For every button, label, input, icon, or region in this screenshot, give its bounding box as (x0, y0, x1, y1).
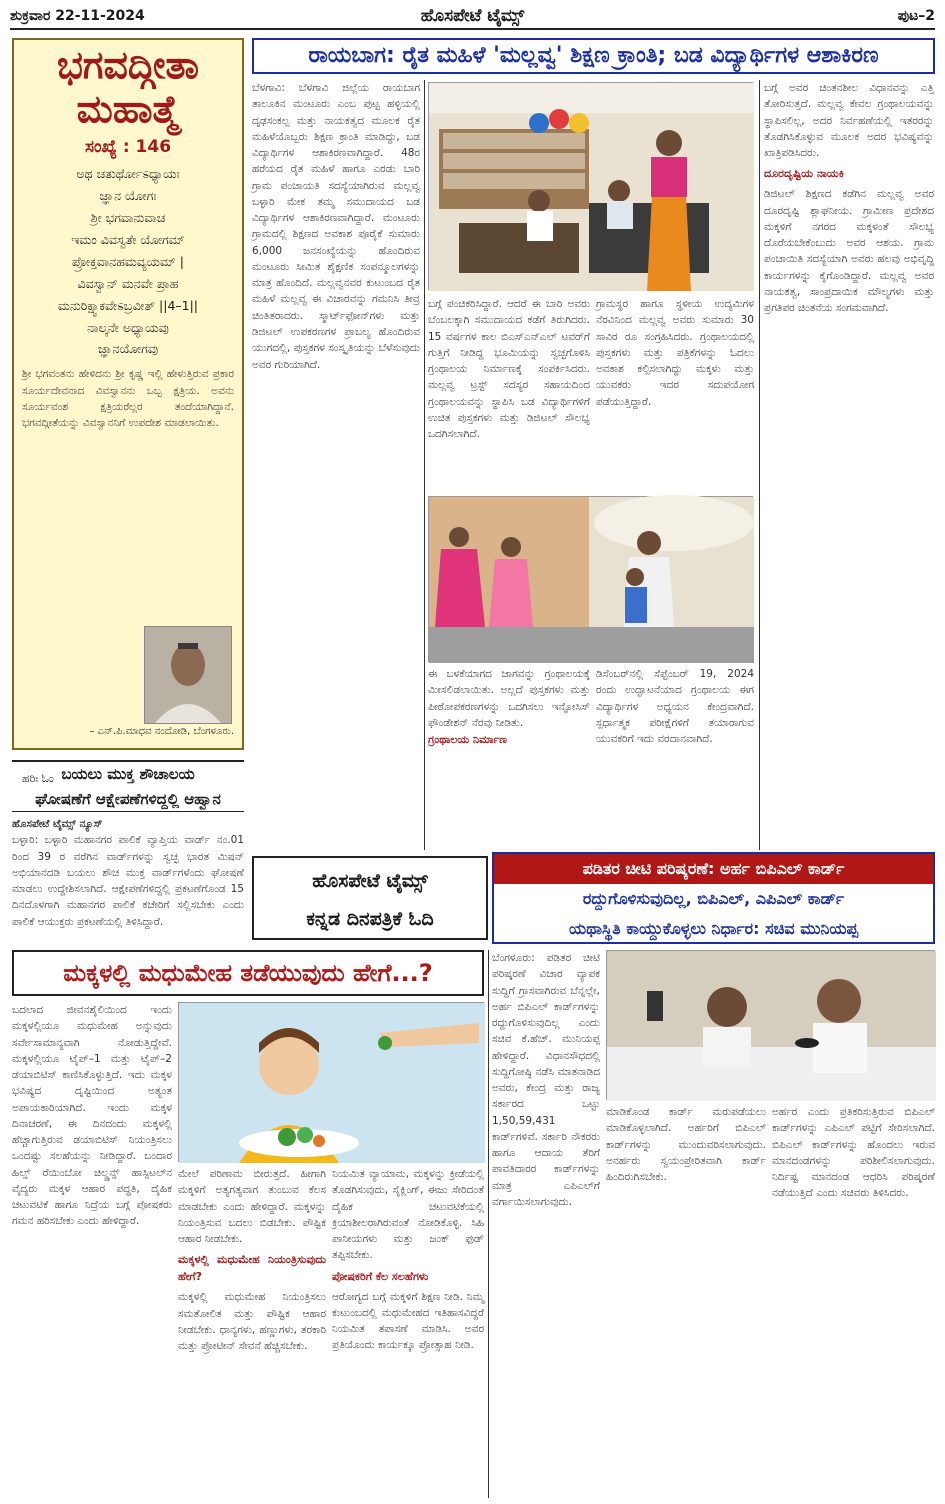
verse-line: ಜ್ಞಾನ ಯೋಗಃ (99, 188, 157, 204)
verse-line: ವಿವಸ್ವಾನ್ ಮನವೇ ಪ್ರಾಹ (77, 275, 179, 291)
mallavva-article-col1: ಬೆಳಗಾವಿ: ಬೆಳಗಾವಿ ಜಿಲ್ಲೆಯ ರಾಯಬಾಗ ತಾಲೂಕಿನ ಮಂಟೂರು ಎಂಬ ಪುಟ್ಟ ಹಳ್ಳಿಯಲ್ಲಿ ದೃಢಸಂಕಲ್ಪ ಮತ್ತು ನಾಯಕತ್ವದ ಮೂಲಕ ರೈತ ಮಹಿಳೆಯೊಬ್ಬರು ಶಿಕ್ಷಣ ಕ್ರಾಂತಿ ಮಾಡಿದ್ದು, ಬಡ ವಿದ್ಯಾರ್ಥಿಗಳ ಆಶಾಕಿರಣವಾಗಿದ್ದಾರೆ. 48ರ ಹರೆಯದ ರೈತ ಮಹಿಳೆ ಹಾಗೂ ಎರಡು ಬಾರಿ ಗ್ರಾಮ ಪಂಚಾಯತಿ ಸದಸ್ಯೆಯಾಗಿರುವ ಮಲ್ಲವ್ವ ಬಳ್ಳಾರಿ ಮೇಕ ತಮ್ಮ ಸಮುದಾಯದ ಬಡ ವಿದ್ಯಾರ್ಥಿಗಳ ಆಶಾಕಿರಣವಾಗಿದ್ದಾರೆ. ಮಂಟೂರು ಗ್ರಾಮದಲ್ಲಿ ಶಿಕ್ಷಣದ ಅವಕಾಶ ಪೂರೈಕೆ ಸುಮಾರು 6,000 ಜನಸಂಖ್ಯೆಯನ್ನು ಹೊಂದಿರುವ ಮಂಟೂರು ಸೀಮಿತ ಶೈಕ್ಷಣಿಕ ಸಂಪನ್ಮೂಲಗಳನ್ನು ಮಾತ್ರ ಹೊಂದಿದೆ. ಮಲ್ಲವ್ವನವರ ಕುಟುಂಬದ ರೈತ ಮಹಿಳೆ ಮಲ್ಲವ್ವ ಈ ವಿಚಾರವನ್ನು ಗಮನಿಸಿ ತೀವ್ರ ಚಿಂತಿತರಾದರು. ಸ್ಮಾರ್ಟ್‌ಫೋನ್‌ಗಳು ಮತ್ತು ಡಿಜಿಟಲ್ ಉಪಕರಣಗಳ ಪ್ರಾಬಲ್ಯ ಹೊಂದಿರುವ ಯುಗದಲ್ಲಿ, ಪುಸ್ತಕಗಳ ಸಂಸ್ಕೃತಿಯನ್ನು ಬೆಳೆಸುವುದು ಅವರ ಗುರಿಯಾಗಿದೆ. (252, 82, 420, 371)
verse-line: ನಾಲ್ಕನೇ ಅಧ್ಯಾಯವು (87, 319, 169, 335)
diabetes-article-col3 (332, 1166, 484, 1498)
ration-article-col1: ಬೆಂಗಳೂರು: ಪಡಿತರ ಚೀಟಿ ಪರಿಷ್ಕರಣೆ ವಿಚಾರ ವ್ಯಾಪಕ ಸುದ್ದಿಗೆ ಗ್ರಾಸವಾಗಿರುವ ಬೆನ್ನಲ್ಲೇ, ಅರ್ಹ ಬಿಪಿಎಲ್ ಕಾರ್ಡ್‌ಗಳನ್ನು ರದ್ದುಗೊಳಿಸುವುದಿಲ್ಲ ಎಂದು ಸಚಿವ ಕೆ.ಹೆಚ್. ಮುನಿಯಪ್ಪ ಹೇಳಿದ್ದಾರೆ. ವಿಧಾನಸೌಧದಲ್ಲಿ ಸುದ್ದಿಗೋಷ್ಠಿ ನಡೆಸಿ ಮಾತನಾಡಿದ ಅವರು, ಕೇಂದ್ರ ಮತ್ತು ರಾಜ್ಯ ಸರ್ಕಾರದ ಒಟ್ಟು 1,50,59,431 ಕಾರ್ಡ್‌ಗಳಿವೆ. ಸರ್ಕಾರಿ ನೌಕರರು ಹಾಗೂ ಆದಾಯ ತೆರಿಗೆ ಪಾವತಿದಾರರ ಕಾರ್ಡ್‌ಗಳನ್ನು ಮಾತ್ರ ಎಪಿಎಲ್‌ಗೆ ವರ್ಗಾಯಿಸಲಾಗುವುದು. (492, 952, 600, 1208)
masthead (10, 6, 935, 30)
column-rule (424, 80, 425, 850)
mallavva-headline: ರಾಯಬಾಗ: ರೈತ ಮಹಿಳೆ 'ಮಲ್ಲವ್ವ' ಶಿಕ್ಷಣ ಕ್ರಾಂತಿ; ಬಡ ವಿದ್ಯಾರ್ಥಿಗಳ ಆಶಾಕಿರಣ (252, 38, 935, 74)
subheading-parent-tips: ಪೋಷಕರಿಗೆ ಕೆಲ ಸಲಹೆಗಳು (332, 1269, 429, 1283)
article-text: ಮೇಲೆ ಪರಿಣಾಮ ಬೀರುತ್ತದೆ. ಹೀಗಾಗಿ ಮಕ್ಕಳಿಗೆ ಅತ್ಯಗತ್ಯವಾಗ ತುಂಬುವ ಕೆಲಸ ಮಾಡಬೇಕು ಎಂದು ಹೇಳಿದ್ದಾರೆ. ಮಕ್ಕಳನ್ನು ನಿಯಂತ್ರಿಸುವ ಬದಲು ಬಿಡಬೇಕು. ಪೌಷ್ಟಿಕ ಆಹಾರ ನೀಡಬೇಕು. (178, 1168, 326, 1246)
family-photo (428, 496, 753, 662)
gita-verse (22, 163, 234, 360)
column-rule (488, 950, 489, 1498)
subheading-visionary: ದೂರದೃಷ್ಟಿಯ ನಾಯಕಿ (764, 167, 844, 181)
diabetes-article-col1: ಬದಲಾದ ಜೀವನಶೈಲಿಯಿಂದ ಇಂದು ಮಕ್ಕಳಲ್ಲಿಯೂ ಮಧುಮೇಹ ಅನ್ನುವುದು ಸರ್ವೇಸಾಮಾನ್ಯವಾಗಿ ನೋಡುತ್ತಿದ್ದೇವೆ. ಮಕ್ಕಳಲ್ಲಿಯೂ ಟೈಪ್–1 ಮತ್ತು ಟೈಪ್–2 ಡಯಾಬಿಟಿಸ್ ಕಾಣಿಸಿಕೊಳ್ಳುತ್ತಿದೆ. ಇದು ಮಕ್ಕಳ ಭವಿಷ್ಯದ ದೃಷ್ಟಿಯಿಂದ ಅತ್ಯಂತ ಅಪಾಯಕಾರಿಯಾಗಿದೆ. ಇಂದು ಮಕ್ಕಳ ದಿನಾಚರಣೆ, ಈ ದಿನದಂದು ಮಕ್ಕಳಲ್ಲಿ ಹೆಚ್ಚಾಗುತ್ತಿರುವ ಡಯಾಬಿಟಿಸ್ ನಿಯಂತ್ರಿಸಲು ಒಂದಷ್ಟು ಸಲಹೆಯನ್ನು ನೀಡಿದ್ದಾರೆ. ಬಂದಾರ ಹಿಲ್ಸ್ ರೆಯಿಂಬೋ ಚಿಲ್ಡ್ರನ್ಸ್ ಹಾಸ್ಪಿಟಲ್‌ನ ವೈದ್ಯರು ಮಕ್ಕಳ ಆಹಾರ ಪದ್ಧತಿ, ದೈಹಿಕ ಚಟುವಟಿಕೆ ಹಾಗೂ ನಿದ್ರೆಯ ಬಗ್ಗೆ ಪೋಷಕರು ಗಮನ ಹರಿಸಬೇಕು ಎಂದು ಹೇಳಿದ್ದಾರೆ. (12, 1004, 172, 1228)
gita-closing: ಹರಿಃ ಓಂ (22, 772, 54, 785)
gita-serial-number: ಸಂಖ್ಯೆ : 146 (84, 137, 172, 158)
verse-line: ಶ್ರೀ ಭಗವಾನುವಾಚ (90, 210, 166, 226)
mallavva-article-col3-lower: ಡಿಸೆಂಬರ್‌ನಲ್ಲಿ ಸೆಪ್ಟೆಂಬರ್ 19, 2024 ರಂದು ಉದ್ಘಾಟನೆಯಾದ ಗ್ರಂಥಾಲಯ ಈಗ ವಿದ್ಯಾರ್ಥಿಗಳ ಅಧ್ಯಯನ ಕೇಂದ್ರವಾಗಿದೆ. ಸ್ಪರ್ಧಾತ್ಮಕ ಪರೀಕ್ಷೆಗಳಿಗೆ ತಯಾರಾಗುವ ಯುವಕರಿಗೆ ಇದು ವರದಾನವಾಗಿದೆ. (596, 668, 754, 746)
promo-line2: ಕನ್ನಡ ದಿನಪತ್ರಿಕೆ ಓದಿ (306, 908, 434, 930)
subheading-control: ಮಕ್ಕಳಲ್ಲಿ ಮಧುಮೇಹ ನಿಯಂತ್ರಿಸುವುದು ಹೇಗೆ? (178, 1253, 326, 1284)
diabetes-headline: ಮಕ್ಕಳಲ್ಲಿ ಮಧುಮೇಹ ತಡೆಯುವುದು ಹೇಗೆ...? (12, 950, 484, 996)
article-text: ಈ ಬಳಕೆಯಾಗದ ಜಾಗವನ್ನು ಗ್ರಂಥಾಲಯಕ್ಕೆ ಮೀಸಲಿಡಲಾಯಿತು. ಅಲ್ಲದೆ ಪುಸ್ತಕಗಳು ಮತ್ತು ಪೀಠೋಪಕರಣಗಳನ್ನು ಒದಗಿಸಲು ಇನ್ಫೋಸಿಸ್ ಫೌಂಡೇಶನ್ ನೆರವು ನೀಡಿತು. (428, 668, 590, 729)
mallavva-article-col4 (764, 80, 934, 850)
article-text: ನಿಯಮಿತ ವ್ಯಾಯಾಮ, ಮಕ್ಕಳನ್ನು ಕ್ರೀಡೆಯಲ್ಲಿ ತೊಡಗಿಸುವುದು, ಸೈಕ್ಲಿಂಗ್, ಈಜು ಸೇರಿದಂತೆ ದೈಹಿಕ ಚಟುವಟಿಕೆಯಲ್ಲಿ ಕ್ರಿಯಾಶೀಲರಾಗಿರುವಂತೆ ನೋಡಿಕೊಳ್ಳಿ. ಸಿಹಿ ಪಾನೀಯಗಳು ಮತ್ತು ಜಂಕ್ ಫುಡ್ ತಪ್ಪಿಸಬೇಕು. (332, 1168, 484, 1262)
verse-line: ಜ್ಞಾನಯೋಗವು (97, 341, 159, 357)
verse-line: ಅಥ ಚತುರ್ಥೋಽಧ್ಯಾಯಃ (76, 166, 180, 182)
diabetes-article-col2 (178, 1166, 326, 1498)
gita-author-credit: – ಎನ್.ಪಿ.ಮಾಧವ ನಂದೋಡಿ, ಬೆಂಗಳೂರು. (89, 726, 234, 737)
minister-photo (606, 950, 935, 1100)
toilet-headline-line1: ಬಯಲು ಮುಕ್ತ ಶೌಚಾಲಯ (61, 765, 195, 783)
article-text: ಬಗ್ಗೆ ಅವರ ಚಿಂತನಶೀಲ ವಿಧಾನವನ್ನು ಎತ್ತಿ ತೋರಿಸುತ್ತದೆ. ಮಲ್ಲವ್ವ ಕೇವಲ ಗ್ರಂಥಾಲಯವನ್ನು ಸ್ಥಾಪಿಸಲಿಲ್ಲ, ಅದರ ನಿರ್ವಹಣೆಯಲ್ಲಿ ಇತರರನ್ನು ತೊಡಗಿಸಿಕೊಳ್ಳುವ ಮೂಲಕ ಅದರ ಭವಿಷ್ಯವನ್ನು ಖಾತ್ರಿಪಡಿಸಿದರು. (764, 82, 934, 160)
subheading-library: ಗ್ರಂಥಾಲಯ ನಿರ್ಮಾಣ (428, 733, 507, 747)
toilet-notice-article (12, 816, 244, 942)
ration-headline-line1: ಪಡಿತರ ಚೀಟಿ ಪರಿಷ್ಕರಣೆ: ಅರ್ಹ ಬಿಪಿಎಲ್ ಕಾರ್ಡ್ (494, 854, 933, 884)
library-photo (428, 82, 753, 290)
mallavva-article-col2-lower (428, 666, 590, 850)
article-text: ಆರೋಗ್ಯದ ಬಗ್ಗೆ ಮಕ್ಕಳಿಗೆ ಶಿಕ್ಷಣ ನೀಡಿ. ನಿಮ್ಮ ಕುಟುಂಬದಲ್ಲಿ ಮಧುಮೇಹದ ಇತಿಹಾಸವಿದ್ದರೆ ನಿಯಮಿತ ತಪಾಸಣೆ ಮಾಡಿಸಿ. ಅವರ ಪ್ರತಿಯೊಂದು ಕಾರ್ಯಕ್ಕೂ ಪ್ರೋತ್ಸಾಹ ನೀಡಿ. (332, 1290, 484, 1352)
promo-box (252, 856, 488, 940)
ration-headline-line3: ಯಥಾಸ್ಥಿತಿ ಕಾಯ್ದುಕೊಳ್ಳಲು ನಿರ್ಧಾರ: ಸಚಿವ ಮುನಿಯಪ್ಪ (568, 919, 859, 938)
article-text: ಮಕ್ಕಳಲ್ಲಿ ಮಧುಮೇಹ ನಿಯಂತ್ರಿಸಲು ಸಮತೋಲಿತ ಮತ್ತು ಪೌಷ್ಟಿಕ ಆಹಾರ ನೀಡಬೇಕು. ಧಾನ್ಯಗಳು, ಹಣ್ಣುಗಳು, ತರಕಾರಿ ಮತ್ತು ಪ್ರೋಟೀನ್ ಸೇವನೆ ಹೆಚ್ಚಿಸಬೇಕು. (178, 1291, 326, 1353)
byline: ಹೊಸಪೇಟೆ ಟೈಮ್ಸ್ ನ್ಯೂಸ್ (12, 818, 103, 830)
gita-title-line2: ಮಹಾತ್ಮೆ (76, 86, 180, 131)
article-text: ಬಳ್ಳಾರಿ: ಬಳ್ಳಾರಿ ಮಹಾನಗರ ಪಾಲಿಕೆ ವ್ಯಾಪ್ತಿಯ ವಾರ್ಡ್ ನಂ.01 ರಿಂದ 39 ರ ವರೆಗಿನ ವಾರ್ಡ್‌ಗಳನ್ನು ಸ್ವಚ್ಛ ಭಾರತ ಮಿಷನ್ ಅಭಿಯಾನದಡಿ ಬಯಲು ಶೌಚ ಮುಕ್ತ ವಾರ್ಡ್‌ಗಳೆಂದು ಘೋಷಣೆ ಮಾಡಲು ಉದ್ದೇಶಿಸಲಾಗಿದೆ. ಆಕ್ಷೇಪಣೆಗಳಿದ್ದಲ್ಲಿ ಪ್ರಕಟಣೆಗೊಂಡ 15 ದಿನದೊಳಗಾಗಿ ಮಹಾನಗರ ಪಾಲಿಕೆ ಕಚೇರಿಗೆ ಸಲ್ಲಿಸಬೇಕು ಎಂದು ಪಾಲಿಕೆ ಆಯುಕ್ತರು ಪ್ರಕಟಣೆಯಲ್ಲಿ ತಿಳಿಸಿದ್ದಾರೆ. (12, 834, 244, 928)
verse-line: ಪ್ರೋಕ್ತವಾನಹಮವ್ಯಯಮ್ | (72, 253, 184, 269)
column-rule (759, 80, 760, 850)
author-photo (144, 626, 232, 724)
verse-line: ಮನುರಿಕ್ಷ್ವಾಕವೇಽಬ್ರವೀತ್ ||4–1|| (57, 297, 199, 313)
issue-date: ಶುಕ್ರವಾರ 22-11-2024 (10, 8, 145, 24)
ration-article-col2: ಮಾಡಿಕೊಂಡ ಕಾರ್ಡ್ ಮರುಪಡೆಯಲು ಮಾಡಿಕೊಳ್ಳಲಾಗಿದೆ. ಅರ್ಹರಿಗೆ ಬಿಪಿಎಲ್ ಕಾರ್ಡ್‌ಗಳನ್ನು ಮುಂದುವರಿಸಲಾಗುವುದು. ಅನರ್ಹರು ಸ್ವಯಂಪ್ರೇರಿತವಾಗಿ ಕಾರ್ಡ್ ಹಿಂದಿರುಗಿಸಬೇಕು. (606, 1106, 766, 1184)
child-eating-photo (178, 1002, 484, 1162)
gita-commentary: ಶ್ರೀ ಭಗವಂತನು ಹೇಳಿದನು ಶ್ರೀ ಕೃಷ್ಣ ಇಲ್ಲಿ ಹೇಳುತ್ತಿರುವ ಪ್ರಕಾರ ಸೂರ್ಯದೇವನಾದ ವಿವಸ್ವಾನನು ಒಬ್ಬ ಕ್ಷತ್ರಿಯ. ಅವನು ಸೂರ್ಯವಂಶ ಕ್ಷತ್ರಿಯರೆಲ್ಲರ ತಂದೆಯಾಗಿದ್ದಾನೆ. ಭಗವದ್ಗೀತೆಯನ್ನು ವಿವಸ್ವಾನನಿಗೆ ಉಪದೇಶ ಮಾಡಲಾಯಿತು. (22, 368, 234, 430)
page-number: ಪುಟ–2 (897, 8, 935, 24)
ration-headline-line2: ರದ್ದುಗೊಳಿಸುವುದಿಲ್ಲ, ಬಿಪಿಎಲ್, ಎಪಿಎಲ್ ಕಾರ್ಡ್ (582, 889, 845, 908)
mallavva-article-col2: ಬಗ್ಗೆ ಪಂಚಿಕರಿಸಿದ್ದಾರೆ. ಆದರೆ ಈ ಬಾರಿ ಅವರು ಬೆಂಬಲಕ್ಕಾಗಿ ಸಮುದಾಯದ ಕಡೆಗೆ ತಿರುಗಿದರು. 15 ವರ್ಷಗಳ ಕಾಲ ಬಿಎಸ್‌ಎನ್‌ಎಲ್ ಟವರ್‌ಗೆ ಗುತ್ತಿಗೆ ನೀಡಿದ್ದ ಭೂಮಿಯನ್ನು ಸ್ವಚ್ಛಗೊಳಿಸಿ ಗ್ರಂಥಾಲಯ ನಿರ್ಮಾಣಕ್ಕೆ ಸಂಪರ್ಕಿಸಿದರು. ಮಲ್ಲವ್ವ ಟ್ರಸ್ಟ್ ಸದಸ್ಯರ ಸಹಾಯದಿಂದ ಗ್ರಂಥಾಲಯವನ್ನು ಸ್ಥಾಪಿಸಿ ಬಡ ವಿದ್ಯಾರ್ಥಿಗಳಿಗೆ ಉಚಿತ ಪುಸ್ತಕಗಳು ಮತ್ತು ಡಿಜಿಟಲ್ ಸೌಲಭ್ಯ ಒದಗಿಸಲಾಗಿದೆ. (428, 298, 590, 441)
toilet-headline-line2: ಘೋಷಣೆಗೆ ಆಕ್ಷೇಪಣೆಗಳಿದ್ದಲ್ಲಿ ಆಹ್ವಾನ (35, 790, 221, 808)
verse-line: ಇಮಂ ವಿವಸ್ವತೇ ಯೋಗಮ್ (71, 232, 185, 247)
ration-card-headline (492, 852, 935, 944)
ration-article-col3: ಅರ್ಹರ ಎಂದು ಪ್ರತಿಕರಿಸುತ್ತಿರುವ ಬಿಪಿಎಲ್ ಕಾರ್ಡ್‌ಗಳನ್ನು ಎಪಿಎಲ್ ಪಟ್ಟಿಗೆ ಸೇರಿಸಲಾಗಿದೆ. ಬಿಪಿಎಲ್ ಕಾರ್ಡ್‌ಗಳನ್ನು ಹೊಂದಲು ಇರುವ ಮಾನದಂಡಗಳನ್ನು ಪರಿಶೀಲಿಸಲಾಗುವುದು. ನಿರ್ದಿಷ್ಟ ಮಾನದಂಡ ಆಧರಿಸಿ ಪರಿಷ್ಕರಣೆ ನಡೆಯುತ್ತಿದೆ ಎಂದು ಸಚಿವರು ತಿಳಿಸಿದರು. (772, 1106, 935, 1200)
paper-name: ಹೊಸಪೇಟೆ ಟೈಮ್ಸ್ (420, 6, 525, 26)
mallavva-article-col3: ಗ್ರಾಮಸ್ಥರ ಹಾಗೂ ಸ್ಥಳೀಯ ಉದ್ಯಮಿಗಳ ನೆರವಿನಿಂದ ಮಲ್ಲವ್ವ ಅವರು ಸುಮಾರು 30 ಸಾವಿರ ರೂ ಸಂಗ್ರಹಿಸಿದರು. ಗ್ರಂಥಾಲಯದಲ್ಲಿ ಪುಸ್ತಕಗಳು ಮತ್ತು ಪತ್ರಿಕೆಗಳನ್ನು ಓದಲು ಅವಕಾಶ ಕಲ್ಪಿಸಲಾಗಿದ್ದು ಮಕ್ಕಳು ಮತ್ತು ಯುವಕರು ಇದರ ಸದುಪಯೋಗ ಪಡೆಯುತ್ತಿದ್ದಾರೆ. (596, 298, 754, 408)
gita-title-line1: ಭಗವದ್ಗೀತಾ (56, 43, 200, 87)
article-text: ಡಿಜಿಟಲ್ ಶಿಕ್ಷಣದ ಕಡೆಗಿನ ಮಲ್ಲವ್ವ ಅವರ ದೂರದೃಷ್ಟಿ ಶ್ಲಾಘನೀಯ. ಗ್ರಾಮೀಣ ಪ್ರದೇಶದ ಮಕ್ಕಳಿಗೆ ನಗರದ ಮಕ್ಕಳಂತೆ ಸೌಲಭ್ಯ ದೊರೆಯಬೇಕೆಂಬುದು ಅವರ ಆಶಯ. ಗ್ರಾಮ ಪಂಚಾಯಿತಿ ಸದಸ್ಯೆಯಾಗಿ ಅವರು ಹಲವು ಅಭಿವೃದ್ಧಿ ಕಾರ್ಯಗಳನ್ನು ಕೈಗೊಂಡಿದ್ದಾರೆ. ಮಲ್ಲವ್ವ ಅವರ ನಾಯಕತ್ವ, ಸಾಂಪ್ರದಾಯಿಕ ಮೌಲ್ಯಗಳು ಮತ್ತು ಪ್ರಗತಿಪರ ಚಿಂತನೆಯ ಸಂಗಮವಾಗಿದೆ. (764, 188, 934, 315)
toilet-notice-headline (12, 760, 244, 812)
promo-line1: ಹೊಸಪೇಟೆ ಟೈಮ್ಸ್ (312, 870, 428, 892)
